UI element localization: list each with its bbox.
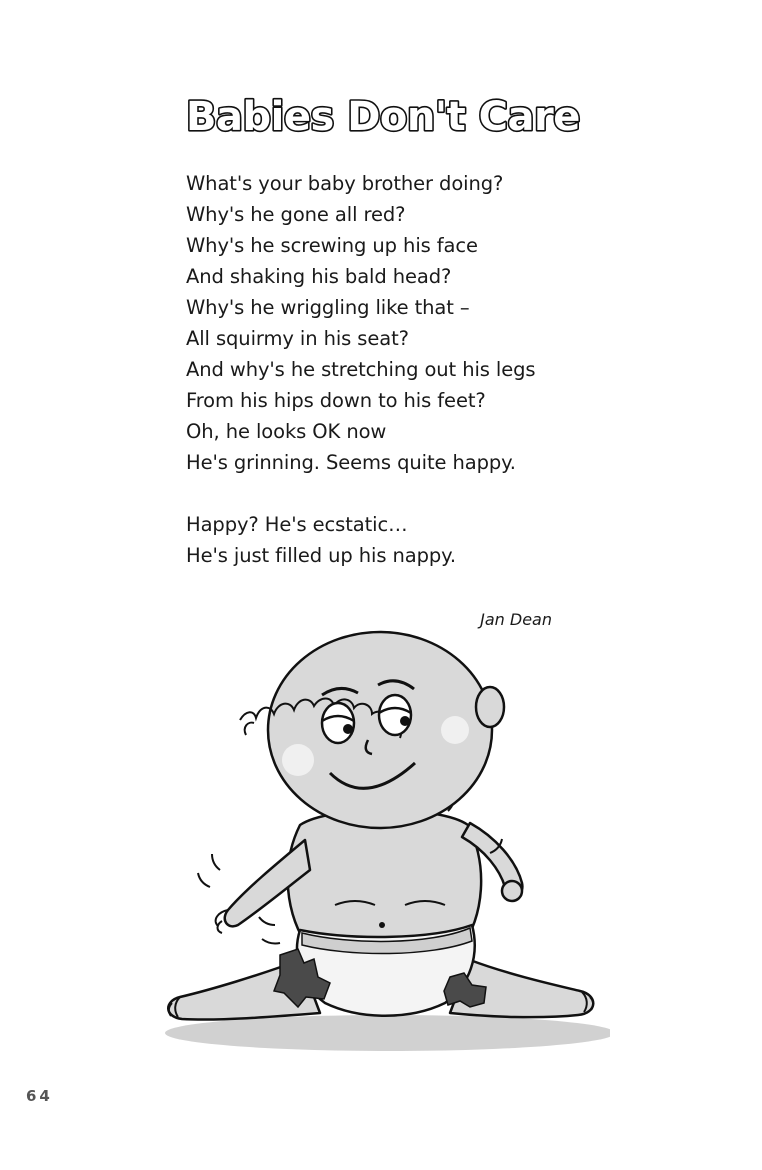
poem-title: [184, 86, 604, 146]
page-number: 64: [26, 1087, 53, 1105]
poem-line: What's your baby brother doing?: [186, 172, 504, 195]
poem-line: And shaking his bald head?: [186, 265, 452, 288]
baby-drawing: [150, 625, 610, 1055]
poem-line: He's grinning. Seems quite happy.: [186, 451, 516, 474]
poem-line: All squirmy in his seat?: [186, 327, 409, 350]
stanza-2: [186, 509, 646, 571]
poem-line: He's just filled up his nappy.: [186, 544, 456, 567]
stanza-1: [186, 168, 646, 478]
poem-line: Oh, he looks OK now: [186, 420, 387, 443]
poem-line: Why's he screwing up his face: [186, 234, 478, 257]
poem-body: [186, 168, 646, 571]
poem-line: Why's he gone all red?: [186, 203, 406, 226]
poem-title-text: Babies Don't Care: [186, 94, 580, 140]
poem-line: Why's he wriggling like that –: [186, 296, 470, 319]
poem-author: Jan Dean: [480, 610, 552, 629]
poem-line: Happy? He's ecstatic…: [186, 513, 408, 536]
poem-line: And why's he stretching out his legs: [186, 358, 536, 381]
baby-illustration: [150, 625, 610, 1055]
poem-line: From his hips down to his feet?: [186, 389, 486, 412]
